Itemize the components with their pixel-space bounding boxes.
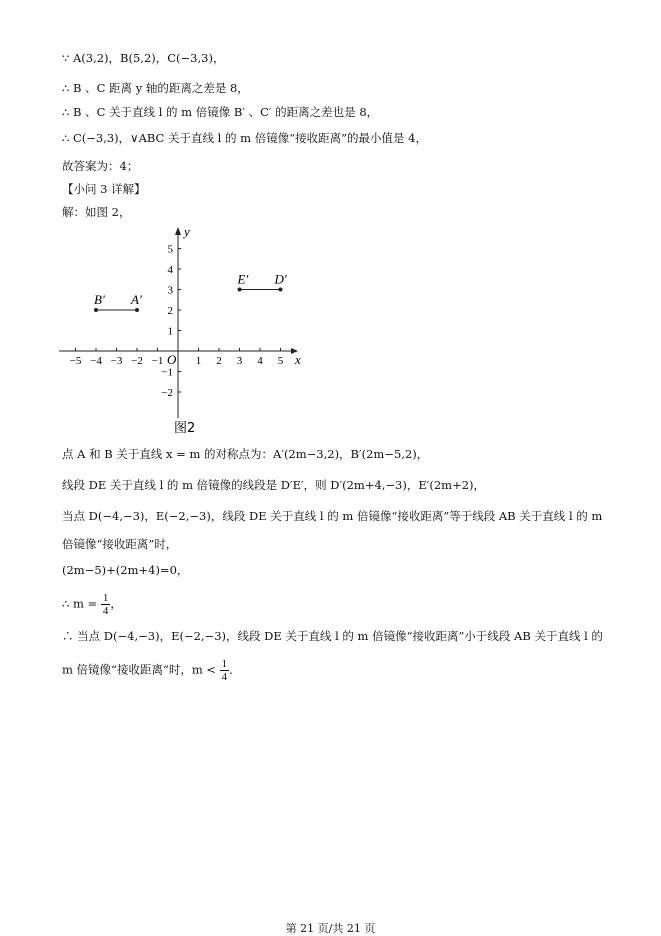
text-line-14: ∴ 当点 D(−4,−3)，E(−2,−3)，线段 DE 关于直线 l 的 m 倍镜像“接收距离”小于线段 AB 关于直线 l 的: [62, 629, 603, 643]
fraction-one-quarter: [101, 592, 111, 617]
segment-b-a-end-label: A′: [131, 292, 142, 307]
text-line-8: 点 A 和 B 关于直线 x = m 的对称点为：A′(2m−3,2)，B′(2m−5,2)，: [62, 447, 429, 461]
therefore-m: ∴ m =: [62, 596, 98, 611]
period: ．: [229, 662, 241, 677]
page-footer: 第 21 页/共 21 页: [285, 922, 376, 935]
fraction-numerator-2: 1: [221, 658, 228, 670]
text-line-2: ∴ B 、C 距离 y 轴的距离之差是 8，: [62, 81, 249, 95]
text-line-12: (2m−5)+(2m+4)=0，: [62, 563, 189, 577]
comma: ，: [110, 596, 122, 611]
y-tick-label: −1: [161, 366, 173, 379]
text-line-5: 故答案为：4；: [62, 159, 139, 173]
x-tick-label: 2: [216, 355, 222, 367]
fraction-numerator: 1: [102, 592, 109, 604]
x-tick-label: −3: [110, 355, 123, 367]
section-heading: 【小问 3 详解】: [62, 182, 146, 196]
y-tick-label: 2: [167, 305, 173, 317]
x-tick-label: 3: [236, 355, 243, 367]
text-line-13: [62, 592, 122, 617]
text-line-1: ∵ A(3,2)，B(5,2)，C(−3,3)，: [62, 51, 225, 65]
x-tick-label: −2: [131, 355, 143, 367]
y-tick-label: 3: [167, 284, 173, 297]
text-line-9: 线段 DE 关于直线 l 的 m 倍镜像的线段是 D′E′，则 D′(2m+4,−3)，E′(2m+2)，: [62, 478, 486, 492]
y-tick-label: 4: [167, 264, 173, 276]
segment-e-d-start-point: [238, 288, 242, 292]
x-axis-label: x: [295, 352, 301, 367]
y-axis-arrow: [175, 227, 181, 235]
x-tick-label: 1: [195, 355, 202, 367]
x-tick-label: −4: [90, 355, 102, 367]
fraction-one-quarter-2: [220, 658, 230, 683]
text-line-4: ∴ C(−3,3)，∨ABC 关于直线 l 的 m 倍镜像“接收距离”的最小值是 4，: [62, 131, 427, 145]
text-line-10: 当点 D(−4,−3)，E(−2,−3)，线段 DE 关于直线 l 的 m 倍镜像“接收距离”等于线段 AB 关于直线 l 的 m: [62, 509, 603, 523]
x-tick-label: −5: [69, 355, 82, 367]
y-tick-label: 1: [167, 325, 173, 338]
y-axis-label: y: [184, 224, 190, 239]
text-line-7: 解：如图 2，: [62, 205, 131, 219]
y-tick-label: 5: [167, 243, 173, 256]
segment-b-a-start-label: B′: [94, 292, 105, 307]
figure-caption: 图2: [174, 421, 196, 436]
text-line-3: ∴ B 、C 关于直线 l 的 m 倍镜像 B′ 、C′ 的距离之差也是 8，: [62, 105, 379, 119]
conclusion-text: m 倍镜像“接收距离”时，m <: [62, 662, 217, 677]
fraction-denominator: 4: [102, 605, 109, 617]
segment-e-d-start-label: E′: [237, 271, 249, 287]
segment-e-d-end-point: [279, 288, 283, 292]
x-tick-label: 5: [277, 355, 284, 367]
fraction-denominator-2: 4: [221, 671, 228, 683]
segment-e-d-end-label: D′: [274, 271, 287, 287]
x-tick-label: 4: [257, 355, 263, 367]
x-tick-label: −1: [151, 355, 164, 367]
segment-b-a-start-point: [94, 308, 98, 312]
segment-b-a-end-point: [135, 308, 139, 312]
text-line-15: [62, 658, 241, 683]
text-line-11: 倍镜像“接收距离”时，: [62, 537, 178, 551]
origin-label: O: [167, 352, 177, 367]
coordinate-figure: [55, 222, 315, 442]
y-tick-label: −2: [161, 387, 173, 399]
